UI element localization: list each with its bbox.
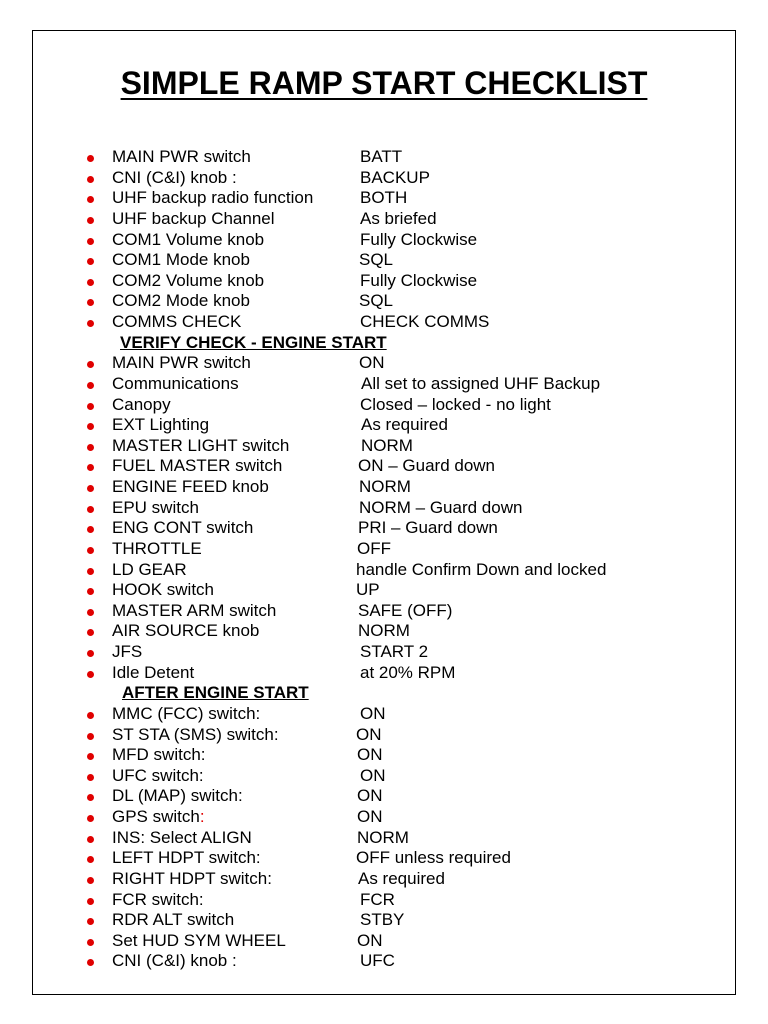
checklist-item-text: COM2 Volume knob — [112, 270, 265, 290]
checklist-item-text: JFS — [112, 642, 143, 661]
checklist-item-label — [112, 312, 241, 333]
bullet-icon — [87, 299, 94, 306]
checklist-item-value: UP — [356, 580, 380, 600]
checklist-item-label — [112, 910, 234, 931]
checklist-row — [0, 477, 768, 498]
bullet-icon — [87, 382, 94, 389]
bullet-icon — [87, 403, 94, 410]
checklist-row — [0, 230, 768, 251]
bullet-icon — [87, 753, 94, 760]
checklist-item-label — [112, 353, 251, 374]
bullet-icon — [87, 609, 94, 616]
bullet-icon — [87, 279, 94, 286]
checklist-item-label — [112, 415, 209, 436]
checklist-item-label — [112, 374, 239, 395]
checklist-item-label — [112, 663, 194, 684]
checklist-item-text: ENGINE FEED knob — [112, 477, 269, 496]
checklist-item-text: UHF backup Channel — [112, 208, 275, 228]
bullet-icon — [87, 238, 94, 245]
checklist-item-suffix: : — [199, 807, 205, 826]
checklist-row — [0, 374, 768, 395]
checklist-row — [0, 663, 768, 684]
checklist-row — [0, 786, 768, 807]
checklist-row — [0, 168, 768, 189]
checklist-item-text: UFC switch: — [112, 765, 204, 785]
checklist-item-text: MMC (FCC) switch: — [112, 703, 261, 723]
checklist-row — [0, 807, 768, 828]
checklist-row — [0, 395, 768, 416]
checklist-item-label — [112, 518, 253, 539]
checklist-row — [0, 188, 768, 209]
bullet-icon — [87, 898, 94, 905]
checklist-row — [0, 766, 768, 787]
checklist-row — [0, 291, 768, 312]
checklist-item-label — [112, 539, 202, 560]
checklist-item-label — [112, 498, 199, 519]
checklist-item-text: ENG CONT switch — [112, 518, 254, 538]
checklist-item-text: MASTER LIGHT switch — [112, 435, 290, 455]
bullet-icon — [87, 568, 94, 575]
checklist-item-label — [112, 291, 250, 312]
checklist-item-text: Canopy — [112, 394, 171, 414]
checklist-item-text: COM2 Mode knob — [112, 291, 250, 311]
checklist-item-value: STBY — [360, 910, 405, 930]
bullet-icon — [87, 464, 94, 471]
checklist-item-value: ON — [360, 703, 386, 723]
checklist-item-label — [112, 168, 237, 189]
bullet-icon — [87, 485, 94, 492]
bullet-icon — [87, 774, 94, 781]
checklist-item-text: INS: Select ALIGN — [112, 827, 252, 847]
checklist-item-label — [112, 580, 214, 601]
checklist-item-value: Fully Clockwise — [360, 270, 478, 290]
checklist-item-text: UHF backup radio function — [112, 188, 314, 208]
checklist-item-text: THROTTLE — [112, 538, 202, 558]
checklist-row — [0, 209, 768, 230]
bullet-icon — [87, 815, 94, 822]
checklist-row — [0, 745, 768, 766]
checklist — [0, 147, 768, 972]
bullet-icon — [87, 526, 94, 533]
checklist-item-text: FCR switch: — [112, 889, 204, 909]
section-heading-row — [0, 683, 768, 704]
section-heading: VERIFY CHECK - ENGINE START — [120, 332, 387, 352]
checklist-item-label — [112, 147, 251, 168]
checklist-item-value: FCR — [360, 889, 395, 909]
checklist-item-value: SQL — [359, 250, 394, 270]
checklist-item-label — [112, 890, 204, 911]
bullet-icon — [87, 588, 94, 595]
checklist-item-value: UFC — [360, 951, 395, 971]
checklist-row — [0, 704, 768, 725]
checklist-item-text: HOOK switch — [112, 580, 215, 600]
checklist-item-label — [112, 188, 313, 209]
checklist-row — [0, 436, 768, 457]
checklist-item-value: NORM — [361, 435, 413, 455]
checklist-item-label — [112, 786, 243, 807]
checklist-item-text: Communications — [112, 373, 239, 393]
section-heading: AFTER ENGINE START — [122, 683, 309, 703]
checklist-item-text: COM1 Volume knob — [112, 229, 265, 249]
checklist-item-value: BACKUP — [360, 167, 430, 187]
bullet-icon — [87, 423, 94, 430]
bullet-icon — [87, 650, 94, 657]
bullet-icon — [87, 196, 94, 203]
checklist-item-text: FUEL MASTER switch — [112, 456, 283, 476]
bullet-icon — [87, 794, 94, 801]
checklist-item-text: EXT Lighting — [112, 415, 210, 435]
checklist-row — [0, 869, 768, 890]
checklist-item-text: COM1 Mode knob — [112, 250, 250, 270]
checklist-item-value: OFF — [357, 538, 391, 558]
checklist-item-value: handle Confirm Down and locked — [356, 559, 607, 579]
checklist-item-label — [112, 395, 171, 416]
checklist-item-value: NORM — [358, 621, 410, 641]
checklist-row — [0, 828, 768, 849]
checklist-item-value: OFF unless required — [356, 848, 511, 868]
checklist-item-value: ON — [357, 786, 383, 806]
checklist-item-value: As briefed — [360, 208, 437, 228]
checklist-item-text: RDR ALT switch — [112, 910, 235, 930]
checklist-item-label — [112, 725, 279, 746]
bullet-icon — [87, 361, 94, 368]
bullet-icon — [87, 877, 94, 884]
checklist-item-text: LEFT HDPT switch: — [112, 848, 261, 868]
checklist-item-value: PRI – Guard down — [358, 518, 498, 538]
checklist-item-text: CNI (C&I) knob : — [112, 167, 237, 187]
checklist-item-value: As required — [361, 415, 448, 435]
checklist-item-text: MAIN PWR switch — [112, 147, 251, 166]
checklist-item-value: ON — [357, 930, 383, 950]
checklist-row — [0, 498, 768, 519]
bullet-icon — [87, 939, 94, 946]
bullet-icon — [87, 671, 94, 678]
checklist-item-label — [112, 436, 289, 457]
checklist-item-value: START 2 — [360, 642, 429, 661]
checklist-item-value: ON — [359, 353, 385, 373]
checklist-item-value: ON — [357, 745, 383, 765]
checklist-item-label — [112, 601, 276, 622]
checklist-row — [0, 890, 768, 911]
bullet-icon — [87, 836, 94, 843]
checklist-item-value: NORM – Guard down — [359, 497, 523, 517]
checklist-item-text: AIR SOURCE knob — [112, 621, 260, 641]
bullet-icon — [87, 444, 94, 451]
checklist-item-label — [112, 621, 259, 642]
checklist-item-text: CNI (C&I) knob : — [112, 951, 237, 971]
checklist-item-value: ON — [360, 765, 386, 785]
checklist-item-value: BATT — [360, 147, 403, 166]
checklist-item-label — [112, 704, 260, 725]
checklist-row — [0, 250, 768, 271]
checklist-title — [0, 63, 768, 103]
checklist-item-value: NORM — [359, 477, 411, 496]
checklist-item-text: EPU switch — [112, 497, 199, 517]
bullet-icon — [87, 733, 94, 740]
checklist-item-label — [112, 828, 252, 849]
bullet-icon — [87, 959, 94, 966]
bullet-icon — [87, 856, 94, 863]
checklist-item-label — [112, 250, 250, 271]
checklist-item-label — [112, 869, 272, 890]
checklist-row — [0, 725, 768, 746]
checklist-item-text: Idle Detent — [112, 662, 195, 682]
checklist-item-text: Set HUD SYM WHEEL — [112, 930, 286, 950]
bullet-icon — [87, 629, 94, 636]
checklist-item-text: GPS switch — [112, 807, 200, 826]
checklist-row — [0, 415, 768, 436]
checklist-row — [0, 601, 768, 622]
checklist-row — [0, 539, 768, 560]
checklist-item-label — [112, 951, 237, 972]
checklist-item-label — [112, 560, 187, 581]
bullet-icon — [87, 712, 94, 719]
checklist-item-value: CHECK COMMS — [360, 312, 490, 331]
checklist-item-value: ON — [356, 724, 382, 744]
checklist-row — [0, 848, 768, 869]
checklist-item-label — [112, 848, 261, 869]
checklist-item-label — [112, 209, 275, 230]
checklist-item-label — [112, 807, 205, 828]
bullet-icon — [87, 918, 94, 925]
checklist-item-label — [112, 931, 286, 952]
checklist-item-value: ON – Guard down — [358, 456, 496, 476]
checklist-row — [0, 456, 768, 477]
checklist-item-text: MASTER ARM switch — [112, 600, 277, 620]
checklist-row — [0, 931, 768, 952]
checklist-item-value: ON — [357, 807, 383, 826]
checklist-item-text: DL (MAP) switch: — [112, 786, 243, 806]
checklist-item-value: NORM — [357, 827, 409, 847]
title-text: SIMPLE RAMP START CHECKLIST — [120, 65, 648, 101]
checklist-item-text: LD GEAR — [112, 559, 187, 579]
checklist-item-label — [112, 642, 142, 663]
checklist-item-label — [112, 456, 282, 477]
checklist-row — [0, 147, 768, 168]
checklist-item-value: SQL — [359, 291, 394, 311]
checklist-row — [0, 518, 768, 539]
checklist-item-value: Closed – locked - no light — [360, 394, 551, 414]
checklist-item-value: Fully Clockwise — [360, 229, 478, 249]
checklist-item-value: SAFE (OFF) — [358, 600, 453, 620]
checklist-row — [0, 621, 768, 642]
bullet-icon — [87, 547, 94, 554]
bullet-icon — [87, 320, 94, 327]
checklist-item-text: COMMS CHECK — [112, 312, 242, 331]
checklist-item-value: All set to assigned UHF Backup — [361, 373, 601, 393]
checklist-row — [0, 312, 768, 333]
checklist-item-label — [112, 745, 206, 766]
checklist-row — [0, 642, 768, 663]
checklist-row — [0, 560, 768, 581]
section-heading-row — [0, 333, 768, 354]
bullet-icon — [87, 506, 94, 513]
checklist-item-value: BOTH — [360, 188, 408, 208]
bullet-icon — [87, 176, 94, 183]
checklist-item-text: RIGHT HDPT switch: — [112, 868, 272, 888]
checklist-item-label — [112, 766, 204, 787]
checklist-item-text: MFD switch: — [112, 745, 206, 765]
checklist-row — [0, 353, 768, 374]
bullet-icon — [87, 155, 94, 162]
checklist-item-label — [112, 230, 264, 251]
bullet-icon — [87, 258, 94, 265]
bullet-icon — [87, 217, 94, 224]
checklist-item-value: at 20% RPM — [360, 662, 456, 682]
checklist-item-text: MAIN PWR switch — [112, 353, 251, 373]
checklist-item-label — [112, 477, 269, 498]
checklist-row — [0, 951, 768, 972]
checklist-row — [0, 580, 768, 601]
checklist-item-text: ST STA (SMS) switch: — [112, 724, 279, 744]
checklist-row — [0, 271, 768, 292]
checklist-item-label — [112, 271, 264, 292]
checklist-item-value: As required — [358, 868, 445, 888]
checklist-row — [0, 910, 768, 931]
